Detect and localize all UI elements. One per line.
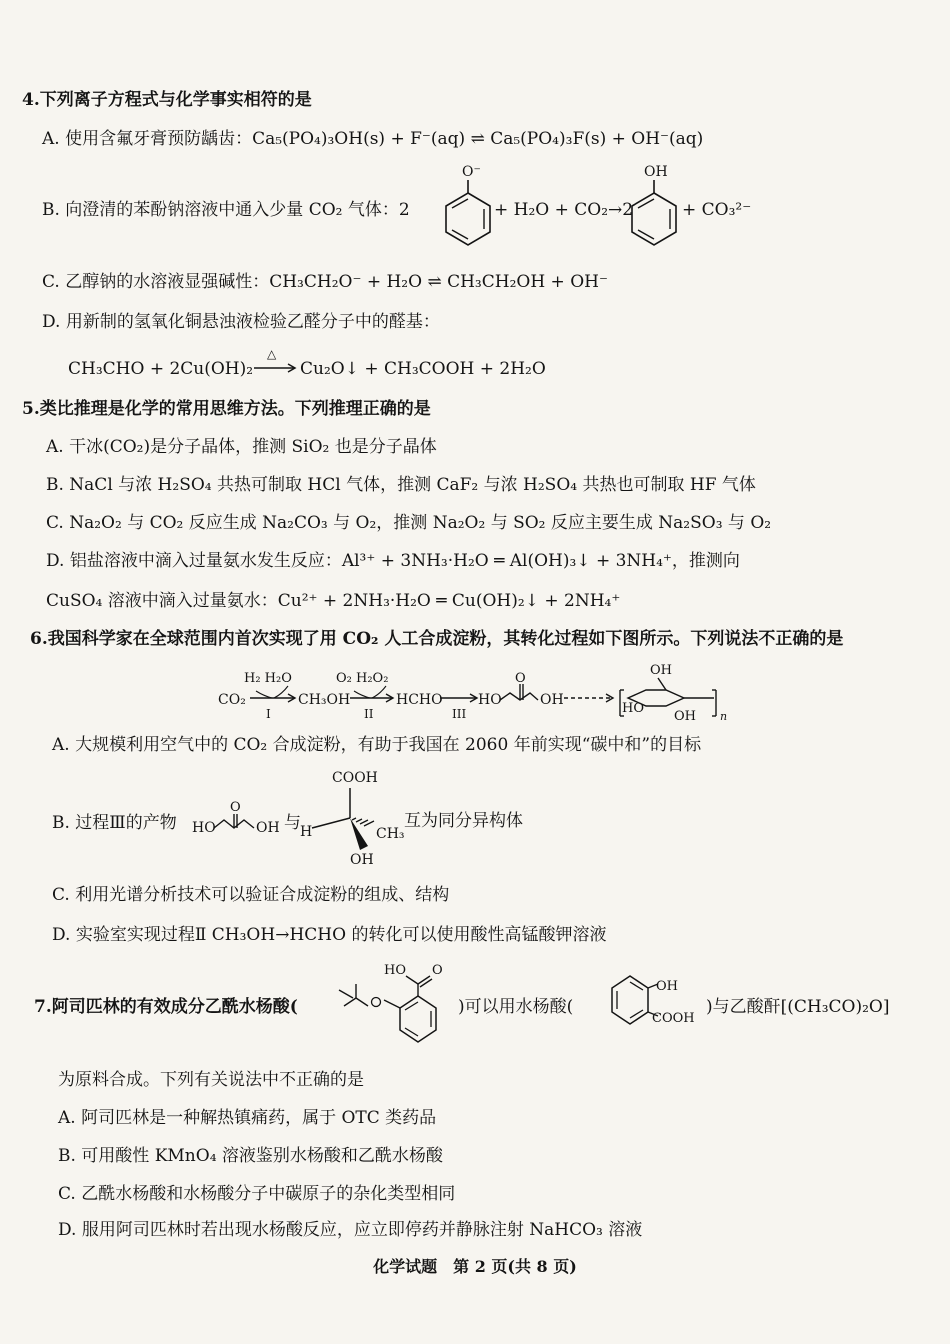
q4-option-b-text: B. 向澄清的苯酚钠溶液中通入少量 CO₂ 气体：2 — [42, 200, 410, 220]
scheme-step1-label: I — [266, 707, 271, 721]
phenoxide-structure — [438, 160, 498, 252]
q6-option-a: A. 大规模利用空气中的 CO₂ 合成淀粉，有助于我国在 2060 年前实现“碳中和”的目标 — [52, 735, 702, 755]
q7-option-b: B. 可用酸性 KMnO₄ 溶液鉴别水杨酸和乙酰水杨酸 — [58, 1146, 443, 1166]
scheme-step3-label: III — [452, 707, 467, 721]
b-s1-oh: OH — [256, 820, 280, 836]
starch-n: n — [720, 710, 728, 723]
q7-stem-part2: )可以用水杨酸( — [458, 997, 574, 1017]
starch-synthesis-scheme — [214, 660, 744, 726]
heat-condition: △ — [267, 347, 277, 361]
lactic-acid-structure — [298, 766, 406, 868]
q5-option-a: A. 干冰(CO₂)是分子晶体，推测 SiO₂ 也是分子晶体 — [46, 437, 437, 457]
b-s1-o: O — [230, 800, 241, 815]
q7-stem-part1: 7.阿司匹林的有效成分乙酰水杨酸( — [34, 997, 298, 1017]
q5-option-d-line2: CuSO₄ 溶液中滴入过量氨水：Cu²⁺ + 2NH₃·H₂O ═ Cu(OH)₂↓ + 2NH₄⁺ — [46, 591, 621, 611]
q5-option-d-line1: D. 铝盐溶液中滴入过量氨水发生反应：Al³⁺ + 3NH₃·H₂O ═ Al(OH)₃↓ + 3NH₄⁺，推测向 — [46, 551, 740, 571]
q4-option-c: C. 乙醇钠的水溶液显强碱性：CH₃CH₂O⁻ + H₂O ⇌ CH₃CH₂OH + OH⁻ — [42, 272, 608, 292]
scheme-hcho: HCHO — [396, 692, 443, 708]
salicylic-oh: OH — [656, 979, 678, 994]
q6-option-b-text3: 互为同分异构体 — [404, 811, 523, 831]
page-footer: 化学试题 第 2 页(共 8 页) — [373, 1257, 577, 1276]
q4-option-d-text: D. 用新制的氢氧化铜悬浊液检验乙醛分子中的醛基： — [42, 312, 440, 332]
b-s2-oh: OH — [350, 852, 374, 868]
q7-stem-part3: )与乙酸酐[(CH₃CO)₂O] — [706, 997, 890, 1017]
scheme-co2: CO₂ — [218, 692, 246, 708]
scheme-step2-label: II — [364, 707, 374, 721]
starch-ho: HO — [622, 701, 644, 716]
scheme-step1-reagents: H₂ H₂O — [244, 671, 292, 686]
b-s2-h: H — [300, 824, 313, 840]
scheme-oh: OH — [540, 692, 564, 708]
b-s2-ch3: CH₃ — [376, 826, 405, 842]
q6-stem: 6.我国科学家在全球范围内首次实现了用 CO₂ 人工合成淀粉，其转化过程如下图所示。下列说法不正确的是 — [30, 629, 844, 649]
q4-stem: 4.下列离子方程式与化学事实相符的是 — [22, 90, 312, 110]
q4-option-a: A. 使用含氟牙膏预防龋齿：Ca₅(PO₄)₃OH(s) + F⁻(aq) ⇌ Ca₅(PO₄)₃F(s) + OH⁻(aq) — [42, 129, 704, 149]
q7-stem-part4: 为原料合成。下列有关说法中不正确的是 — [58, 1070, 364, 1090]
b-s2-cooh: COOH — [332, 770, 378, 786]
phenol-structure — [624, 160, 684, 252]
aspirin-ho: HO — [384, 963, 406, 978]
salicylic-cooh: COOH — [652, 1011, 695, 1026]
q5-option-b: B. NaCl 与浓 H₂SO₄ 共热可制取 HCl 气体，推测 CaF₂ 与浓 H₂SO₄ 共热也可制取 HF 气体 — [46, 475, 756, 495]
q6-option-c: C. 利用光谱分析技术可以验证合成淀粉的组成、结构 — [52, 885, 450, 905]
q5-option-c: C. Na₂O₂ 与 CO₂ 反应生成 Na₂CO₃ 与 O₂，推测 Na₂O₂ 与 SO₂ 反应主要生成 Na₂SO₃ 与 O₂ — [46, 513, 772, 533]
aspirin-carbonyl-o: O — [432, 963, 443, 978]
q6-option-d: D. 实验室实现过程Ⅱ CH₃OH→HCHO 的转化可以使用酸性高锰酸钾溶液 — [52, 925, 607, 945]
heat-arrow — [252, 346, 298, 376]
q7-option-a: A. 阿司匹林是一种解热镇痛药，属于 OTC 类药品 — [58, 1108, 437, 1128]
scheme-ch3oh: CH₃OH — [298, 692, 351, 708]
glycolaldehyde-structure — [190, 800, 286, 840]
scheme-carbonyl-o: O — [515, 671, 526, 686]
b-s1-ho: HO — [192, 820, 216, 836]
q7-option-c: C. 乙酰水杨酸和水杨酸分子中碳原子的杂化类型相同 — [58, 1184, 456, 1204]
phenoxide-label: O⁻ — [462, 164, 481, 180]
q6-option-b-text2: 与 — [284, 813, 301, 833]
q4-option-d-eq-right: Cu₂O↓ + CH₃COOH + 2H₂O — [300, 359, 546, 379]
q7-option-d: D. 服用阿司匹林时若出现水杨酸反应，应立即停药并静脉注射 NaHCO₃ 溶液 — [58, 1220, 643, 1240]
starch-oh-top: OH — [650, 663, 672, 678]
starch-oh-bottom: OH — [674, 709, 696, 724]
scheme-step2-reagents: O₂ H₂O₂ — [336, 671, 389, 686]
salicylic-acid-structure — [594, 970, 706, 1036]
q4-option-b-end: + CO₃²⁻ — [682, 200, 752, 220]
q5-stem: 5.类比推理是化学的常用思维方法。下列推理正确的是 — [22, 399, 431, 419]
scheme-ho: HO — [478, 692, 502, 708]
aspirin-structure — [330, 958, 454, 1050]
q4-option-d-eq-left: CH₃CHO + 2Cu(OH)₂ — [68, 359, 254, 379]
phenol-label: OH — [644, 164, 668, 180]
q4-option-b-mid: + H₂O + CO₂→2 — [494, 200, 634, 220]
q6-option-b-text1: B. 过程Ⅲ的产物 — [52, 813, 177, 833]
